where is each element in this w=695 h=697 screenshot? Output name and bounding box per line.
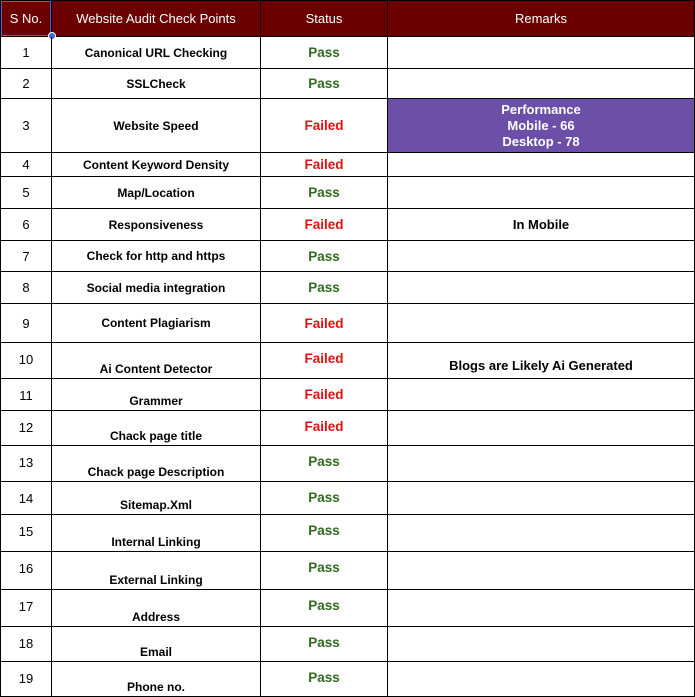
status-badge: Failed: [304, 315, 344, 331]
status-cell[interactable]: [261, 515, 388, 552]
status-cell[interactable]: [261, 662, 388, 697]
check-point-cell[interactable]: [52, 153, 261, 177]
check-point-cell[interactable]: [52, 662, 261, 697]
row-number: 18: [18, 636, 34, 651]
check-point-label: SSLCheck: [126, 76, 186, 91]
header-remarks: Remarks: [514, 11, 567, 26]
sno-cell[interactable]: [0, 177, 52, 209]
check-point-cell[interactable]: [52, 69, 261, 99]
remark-cell[interactable]: [388, 411, 695, 446]
sno-cell[interactable]: [0, 446, 52, 482]
status-badge: Pass: [308, 45, 340, 60]
row-number: 9: [22, 315, 30, 331]
status-cell[interactable]: [261, 209, 388, 241]
status-cell[interactable]: [261, 99, 388, 153]
row-number: 11: [19, 388, 33, 403]
status-badge: Failed: [304, 387, 344, 402]
check-point-cell[interactable]: [52, 515, 261, 552]
remark-cell[interactable]: [388, 446, 695, 482]
remark-cell[interactable]: [388, 69, 695, 99]
check-point-cell[interactable]: [52, 627, 261, 662]
status-badge: Failed: [304, 118, 344, 133]
header-sno-cell[interactable]: [0, 0, 52, 37]
status-cell[interactable]: [261, 379, 388, 411]
check-point-label: Grammer: [129, 394, 183, 408]
check-point-cell[interactable]: [52, 37, 261, 69]
status-cell[interactable]: [261, 482, 388, 515]
check-point-label: Content Plagiarism: [101, 316, 211, 330]
row-number: 15: [18, 524, 34, 539]
remark-cell[interactable]: [388, 37, 695, 69]
sno-cell[interactable]: [0, 552, 52, 590]
remark-cell[interactable]: [388, 343, 695, 379]
speed-remark-line3: Desktop - 78: [502, 133, 580, 149]
sno-cell[interactable]: [0, 69, 52, 99]
status-badge: Pass: [308, 490, 340, 505]
check-point-cell[interactable]: [52, 482, 261, 515]
speed-remark-line2: Mobile - 66: [507, 117, 575, 133]
header-check-points: Website Audit Check Points: [76, 11, 236, 26]
status-cell[interactable]: [261, 37, 388, 69]
header-sno: S No.: [9, 11, 43, 26]
status-badge: Pass: [308, 635, 340, 650]
check-point-label: Map/Location: [117, 185, 195, 200]
status-badge: Pass: [308, 523, 340, 538]
check-point-label: Website Speed: [113, 118, 199, 133]
status-cell[interactable]: [261, 69, 388, 99]
row-number: 3: [22, 118, 30, 133]
row-number: 14: [18, 491, 34, 506]
status-cell[interactable]: [261, 446, 388, 482]
check-point-label: Responsiveness: [108, 217, 204, 232]
status-cell[interactable]: [261, 411, 388, 446]
status-cell[interactable]: [261, 552, 388, 590]
check-point-cell[interactable]: [52, 411, 261, 446]
sno-cell[interactable]: [0, 627, 52, 662]
remark-cell[interactable]: [388, 662, 695, 697]
check-point-cell[interactable]: [52, 446, 261, 482]
check-point-label: Sitemap.Xml: [119, 498, 193, 512]
row-number: 16: [18, 561, 34, 576]
remark-cell[interactable]: [388, 590, 695, 627]
row-number: 1: [22, 45, 30, 60]
check-point-cell[interactable]: [52, 272, 261, 304]
remark-cell[interactable]: [388, 379, 695, 411]
check-point-label: External Linking: [109, 573, 203, 587]
remark-cell[interactable]: [388, 209, 695, 241]
remark-cell[interactable]: [388, 153, 695, 177]
check-point-label: Check for http and https: [86, 249, 226, 263]
sno-cell[interactable]: [0, 241, 52, 272]
check-point-cell[interactable]: [52, 209, 261, 241]
remark-cell[interactable]: [388, 627, 695, 662]
sno-cell[interactable]: [0, 590, 52, 627]
sno-cell[interactable]: [0, 209, 52, 241]
status-cell[interactable]: [261, 304, 388, 343]
status-badge: Failed: [304, 419, 344, 434]
status-badge: Failed: [304, 351, 344, 366]
sno-cell[interactable]: [0, 153, 52, 177]
row-number: 7: [22, 248, 30, 264]
sno-cell[interactable]: [0, 272, 52, 304]
status-badge: Pass: [308, 598, 340, 613]
status-badge: Pass: [308, 76, 340, 91]
row-number: 10: [18, 352, 34, 367]
check-point-label: Content Keyword Density: [82, 157, 229, 172]
check-point-label: Ai Content Detector: [99, 362, 213, 376]
remark-cell[interactable]: [388, 515, 695, 552]
header-check-points-cell[interactable]: [52, 0, 261, 37]
status-badge: Failed: [304, 217, 344, 232]
row-number: 12: [18, 420, 34, 435]
remark-cell[interactable]: [388, 552, 695, 590]
sno-cell[interactable]: [0, 662, 52, 697]
sno-cell[interactable]: [0, 37, 52, 69]
check-point-label: Internal Linking: [111, 535, 201, 549]
check-point-cell[interactable]: [52, 590, 261, 627]
status-cell[interactable]: [261, 343, 388, 379]
row-number: 17: [18, 599, 34, 614]
row-number: 13: [18, 455, 34, 470]
status-badge: Pass: [308, 185, 340, 200]
check-point-label: Social media integration: [86, 280, 226, 295]
check-point-cell[interactable]: [52, 177, 261, 209]
remark-text: In Mobile: [512, 217, 570, 232]
remark-cell[interactable]: [388, 177, 695, 209]
check-point-cell[interactable]: [52, 343, 261, 379]
check-point-cell[interactable]: [52, 241, 261, 272]
status-badge: Failed: [304, 157, 344, 172]
check-point-cell[interactable]: [52, 379, 261, 411]
sno-cell[interactable]: [0, 411, 52, 446]
status-badge: Pass: [308, 280, 340, 295]
status-cell[interactable]: [261, 177, 388, 209]
sno-cell[interactable]: [0, 379, 52, 411]
check-point-cell[interactable]: [52, 99, 261, 153]
check-point-label: Canonical URL Checking: [84, 45, 228, 60]
status-badge: Pass: [308, 560, 340, 575]
row-number: 2: [22, 76, 30, 91]
row-number: 6: [22, 217, 30, 232]
check-point-cell[interactable]: [52, 304, 261, 343]
speed-remark-cell[interactable]: [388, 99, 695, 153]
status-cell[interactable]: [261, 627, 388, 662]
remark-cell[interactable]: [388, 241, 695, 272]
header-status: Status: [305, 11, 343, 26]
row-number: 5: [22, 185, 30, 200]
status-cell[interactable]: [261, 272, 388, 304]
status-badge: Pass: [308, 670, 340, 685]
status-cell[interactable]: [261, 241, 388, 272]
speed-remark-line1: Performance: [501, 101, 581, 117]
check-point-label: Phone no.: [127, 680, 185, 694]
header-remarks-cell[interactable]: [388, 0, 695, 37]
row-number: 4: [22, 157, 30, 172]
remark-cell[interactable]: [388, 482, 695, 515]
sno-cell[interactable]: [0, 99, 52, 153]
sno-cell[interactable]: [0, 482, 52, 515]
remark-text: Blogs are Likely Ai Generated: [449, 358, 633, 373]
header-status-cell[interactable]: [261, 0, 388, 37]
remark-cell[interactable]: [388, 272, 695, 304]
check-point-label: Chack page Description: [87, 465, 225, 479]
sno-cell[interactable]: [0, 304, 52, 343]
status-badge: Pass: [308, 248, 340, 264]
status-cell[interactable]: [261, 590, 388, 627]
row-number: 8: [22, 280, 30, 295]
check-point-label: Chack page title: [109, 429, 203, 443]
check-point-label: Address: [131, 610, 181, 624]
check-point-label: Email: [139, 645, 172, 659]
row-number: 19: [18, 671, 34, 686]
remark-cell[interactable]: [388, 304, 695, 343]
check-point-cell[interactable]: [52, 552, 261, 590]
sno-cell[interactable]: [0, 343, 52, 379]
status-cell[interactable]: [261, 153, 388, 177]
sno-cell[interactable]: [0, 515, 52, 552]
status-badge: Pass: [308, 454, 340, 469]
